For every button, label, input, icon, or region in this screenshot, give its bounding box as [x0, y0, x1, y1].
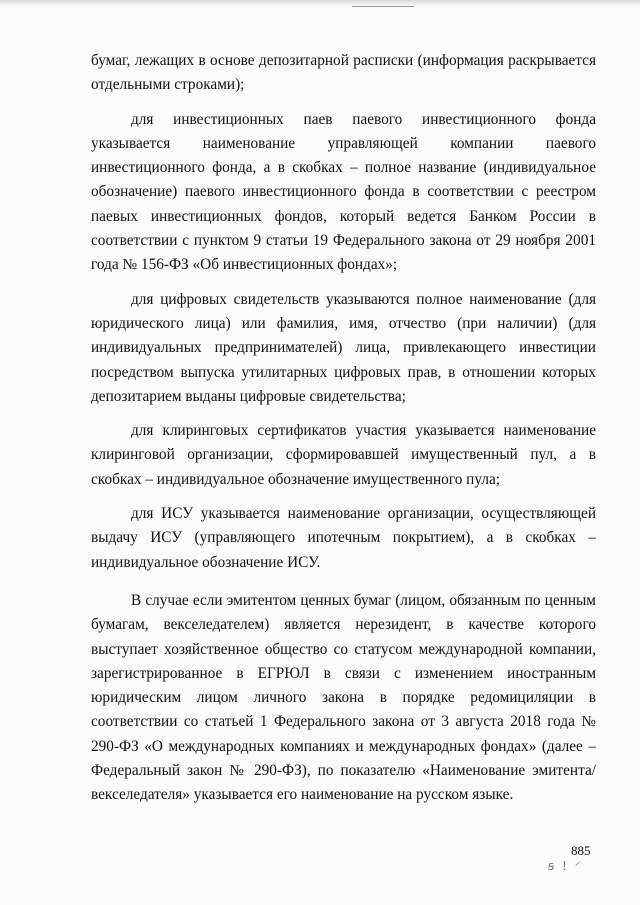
document-body [91, 49, 596, 808]
scan-top-mark [352, 6, 414, 7]
margin-scribble: ꞩ ! ⸍ [548, 859, 583, 873]
paragraph-investment-units: для инвестиционных паев паевого инвестиционного фонда указывается наименование управляющей компании паевого инвестиционного фонда, а в скобках – полное название (индивидуальное обозначение) паевого инвестиционного фонда в соответствии с реестром паевых инвестиционных фондов, который ведется Банком России в соответствии с пунктом 9 статьи 19 Федерального закона от 29 ноября 2001 года № 156-ФЗ «Об инвестиционных фондах»; [91, 110, 596, 274]
paragraph-isu: для ИСУ указывается наименование организации, осуществляющей выдачу ИСУ (управляющего ипотечным покрытием), а в скобках – индивидуальное обозначение ИСУ. [91, 505, 596, 571]
paragraph-clearing-certificates: для клиринговых сертификатов участия указывается наименование клиринговой организации, сформировавшей имущественный пул, а в скобках – индивидуальное обозначение имущественного пула; [91, 422, 596, 488]
paragraph-depositary-receipts: бумаг, лежащих в основе депозитарной расписки (информация раскрывается отдельными строками); [91, 52, 596, 94]
scan-top-edge [0, 0, 640, 6]
paragraph-digital-certificates: для цифровых свидетельств указываются полное наименование (для юридического лица) или фамилия, имя, отчество (при наличии) (для индивидуальных предпринимателей) лица, привлекающего инвестиции посредством выпуска утилитарных цифровых прав, в отношении которых депозитарием выданы цифровые свидетельства; [91, 290, 596, 405]
paragraph-nonresident-issuer: В случае если эмитентом ценных бумаг (лицом, обязанным по ценным бумагам, векселедателем) является нерезидент, в качестве которого выступает хозяйственное общество со статусом международной компании, зарегистрированное в ЕГРЮЛ в связи с изменением иностранным юридическим лицом личного закона в порядке редомициляции в соответствии со статьей 1 Федерального закона от 3 августа 2018 года № 290-ФЗ «О международных компаниях и международных фондах» (далее – Федеральный закон № 290-ФЗ), по показателю «Наименование эмитента/ векселедателя» указывается его наименование на русском языке. [91, 591, 596, 804]
page-number: 885 [571, 843, 591, 858]
